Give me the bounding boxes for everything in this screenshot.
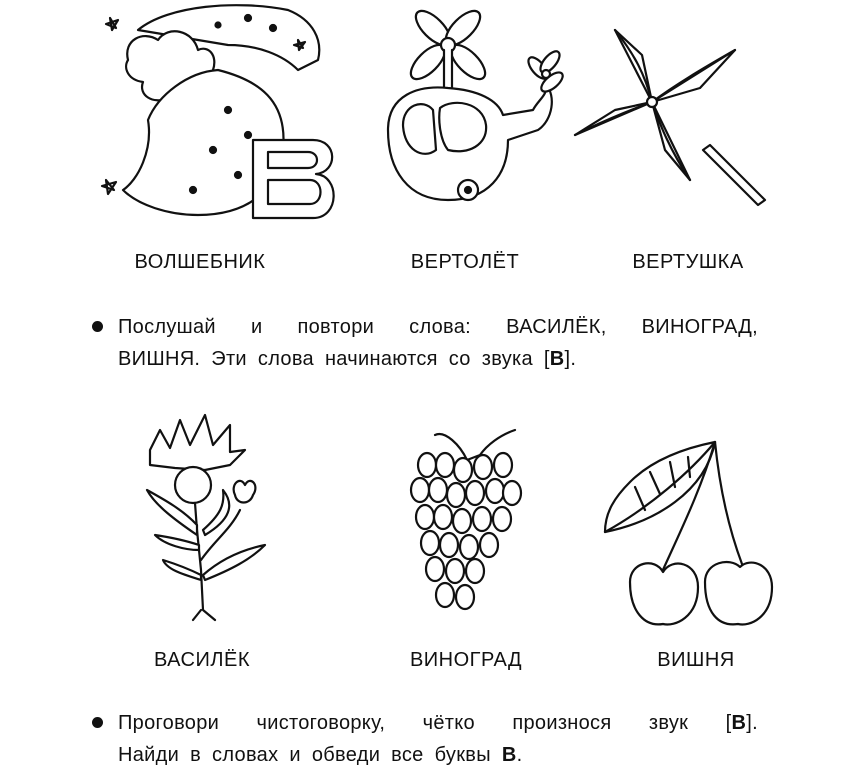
bullet-2 — [92, 717, 103, 728]
grapes-illustration — [405, 425, 525, 620]
letter-marker: В. — [501, 744, 523, 766]
pinwheel-illustration — [570, 0, 770, 215]
cornflower-illustration — [135, 410, 275, 620]
cherry-illustration — [600, 432, 780, 627]
caption-vasilek: ВАСИЛЁК — [153, 649, 251, 671]
sound-marker-1: [В]. — [543, 348, 577, 370]
bullet-1 — [92, 321, 103, 332]
instruction-paragraph-1: Послушай и повтори слова: ВАСИЛЁК, ВИНОГРАД, ВИШНЯ. Эти слова начинаются со звука [В]. — [118, 311, 758, 375]
helicopter-illustration — [368, 0, 568, 215]
caption-vertushka: ВЕРТУШКА — [632, 251, 744, 273]
instruction-paragraph-2: Проговори чистоговорку, чётко произнося звук [В]. Найди в словах и обведи все буквы В. — [118, 707, 758, 771]
caption-vertolet: ВЕРТОЛЁТ — [410, 251, 520, 273]
caption-vishnya: ВИШНЯ — [657, 649, 735, 671]
wizard-letter-illustration — [98, 0, 338, 225]
sound-marker-2: [В]. — [725, 712, 758, 734]
caption-vinograd: ВИНОГРАД — [409, 649, 523, 671]
caption-volshebnik: ВОЛШЕБНИК — [134, 251, 266, 273]
